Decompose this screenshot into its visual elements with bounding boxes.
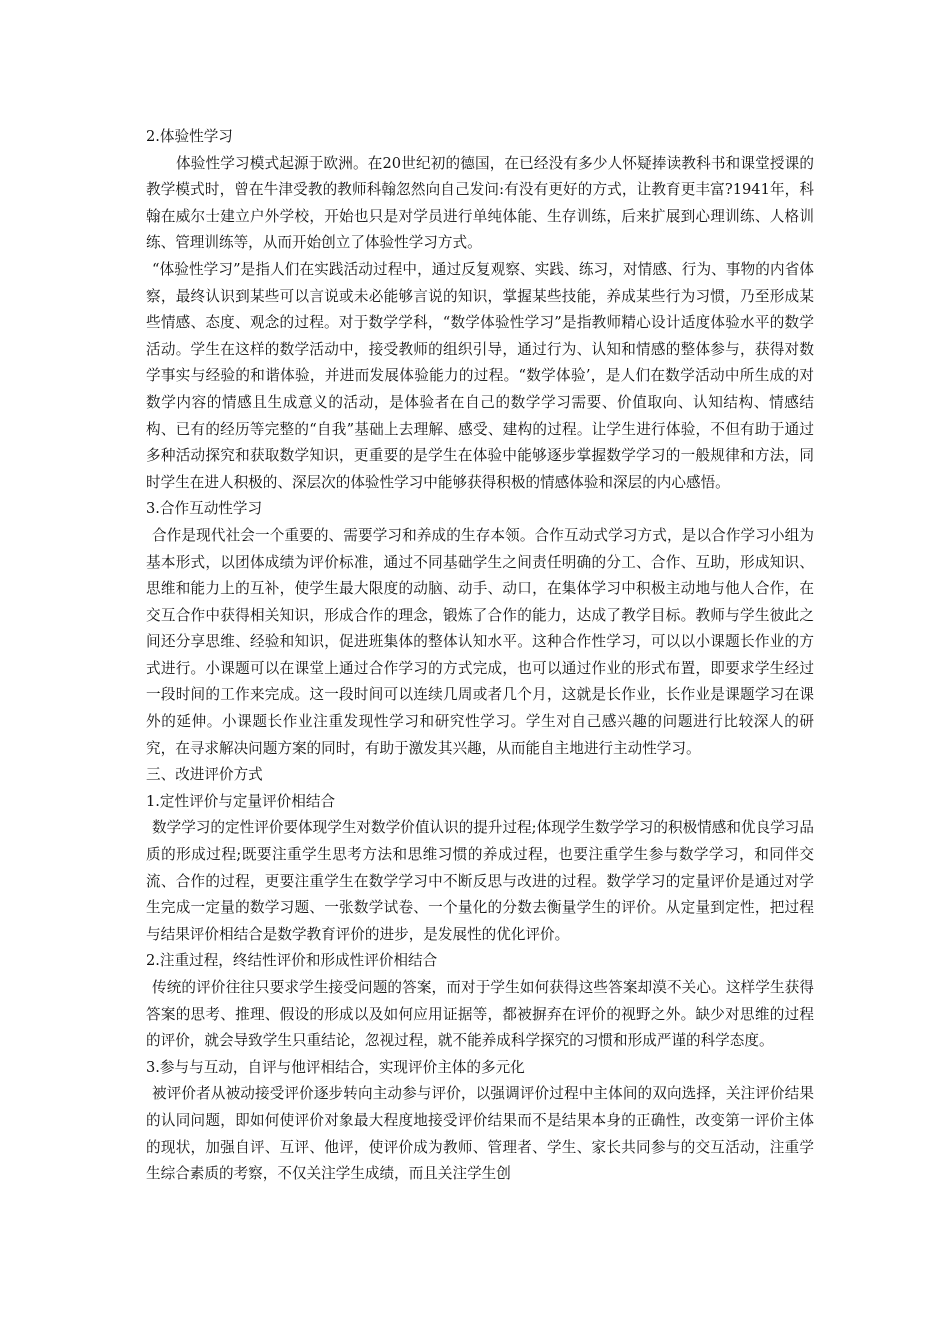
paragraph-process-evaluation: 传统的评价往往只要求学生接受问题的答案，而对于学生如何获得这些答案却漠不关心。这样学生获得答案的思考、推理、假设的形成以及如何应用证据等，都被摒弃在评价的视野之外。缺少对思维的过程的评价，就会导致学生只重结论，忽视过程，就不能养成科学探究的习惯和形成严谨的科学态度。 bbox=[146, 979, 814, 1050]
paragraph-participation-interaction: 被评价者从被动接受评价逐步转向主动参与评价，以强调评价过程中主体间的双向选择，关注评价结果的认同问题，即如何使评价对象最大程度地接受评价结果而不是结果本身的正确性，改变第一评价主体的现状，加强自评、互评、他评，使评价成为教师、管理者、学生、家长共同参与的交互活动，注重学生综合素质的考察，不仅关注学生成绩，而且关注学生创 bbox=[146, 1085, 814, 1183]
paragraph-experiential-definition: “体验性学习”是指人们在实践活动过程中，通过反复观察、实践、练习，对情感、行为、事物的内省体察，最终认识到某些可以言说或未必能够言说的知识，掌握某些技能，养成某些行为习惯，乃至形成某些情感、态度、观念的过程。对于数学学科，“数学体验性学习”是指教师精心设计适度体验水平的数学活动。学生在这样的数学活动中，接受教师的组织引导，通过行为、认知和情感的整体参与，获得对数学事实与经验的和谐体验，并进而发展体验能力的过程。“数学体验’，是人们在数学活动中所生成的对数学内容的情感且生成意义的活动，是体验者在自己的数学学习需要、价值取向、认知结构、情感结构、已有的经历等完整的“自我”基础上去理解、感受、建构的过程。让学生进行体验，不但有助于通过多种活动探究和获取数学知识，更重要的是学生在体验中能够逐步掌握数学学习的一般规律和方法，同时学生在进人积极的、深层次的体验性学习中能够获得积极的情感体验和深层的内心感悟。 bbox=[146, 260, 814, 491]
heading-improve-evaluation: 三、改进评价方式 bbox=[146, 766, 263, 784]
heading-experiential-learning: 2.体验性学习 bbox=[146, 128, 233, 145]
heading-participation-interaction: 3.参与与互动，自评与他评相结合，实现评价主体的多元化 bbox=[146, 1058, 525, 1076]
paragraph-cooperative-learning: 合作是现代社会一个重要的、需要学习和养成的生存本领。合作互动式学习方式，是以合作学习小组为基本形式，以团体成绩为评价标准，通过不同基础学生之间责任明确的分工、合作、互助，形成知识、思维和能力上的互补，使学生最大限度的动脑、动手、动口，在集体学习中积极主动地与他人合作，在交互合作中获得相关知识，形成合作的理念，锻炼了合作的能力，达成了教学目标。教师与学生彼此之间还分享思维、经验和知识，促进班集体的整体认知水平。这种合作性学习，可以以小课题长作业的方式进行。小课题可以在课堂上通过合作学习的方式完成，也可以通过作业的形式布置，即要求学生经过一段时间的工作来完成。这一段时间可以连续几周或者几个月，这就是长作业，长作业是课题学习在课外的延伸。小课题长作业注重发现性学习和研究性学习。学生对自己感兴趣的问题进行比较深人的研究，在寻求解决问题方案的同时，有助于激发其兴趣，从而能自主地进行主动性学习。 bbox=[146, 526, 814, 757]
heading-cooperative-learning: 3.合作互动性学习 bbox=[146, 500, 263, 518]
heading-process-evaluation: 2.注重过程，终结性评价和形成性评价相结合 bbox=[146, 952, 438, 970]
paragraph-qualitative-quantitative: 数学学习的定性评价要体现学生对数学价值认识的提升过程;体现学生数学学习的积极情感和优良学习品质的形成过程;既要注重学生思考方法和思维习惯的养成过程，也要注重学生参与数学学习，和同伴交流、合作的过程，更要注重学生在数学学习中不断反思与改进的过程。数学学习的定量评价是通过对学生完成一定量的数学习题、一张数学试卷、一个量化的分数去衡量学生的评价。从定量到定性，把过程与结果评价相结合是数学教育评价的进步，是发展性的优化评价。 bbox=[146, 819, 814, 943]
paragraph-experiential-origin: 体验性学习模式起源于欧洲。在20世纪初的德国，在已经没有多少人怀疑捧读教科书和课堂授课的教学模式时，曾在牛津受教的教师科翰忽然向自己发问:有没有更好的方式，让教育更丰富?1941年，科翰在威尔士建立户外学校，开始也只是对学员进行单纯体能、生存训练，后来扩展到心理训练、人格训练、管理训练等，从而开始创立了体验性学习方式。 bbox=[146, 154, 814, 252]
document-page bbox=[146, 124, 814, 1188]
heading-qualitative-quantitative: 1.定性评价与定量评价相结合 bbox=[146, 792, 336, 810]
